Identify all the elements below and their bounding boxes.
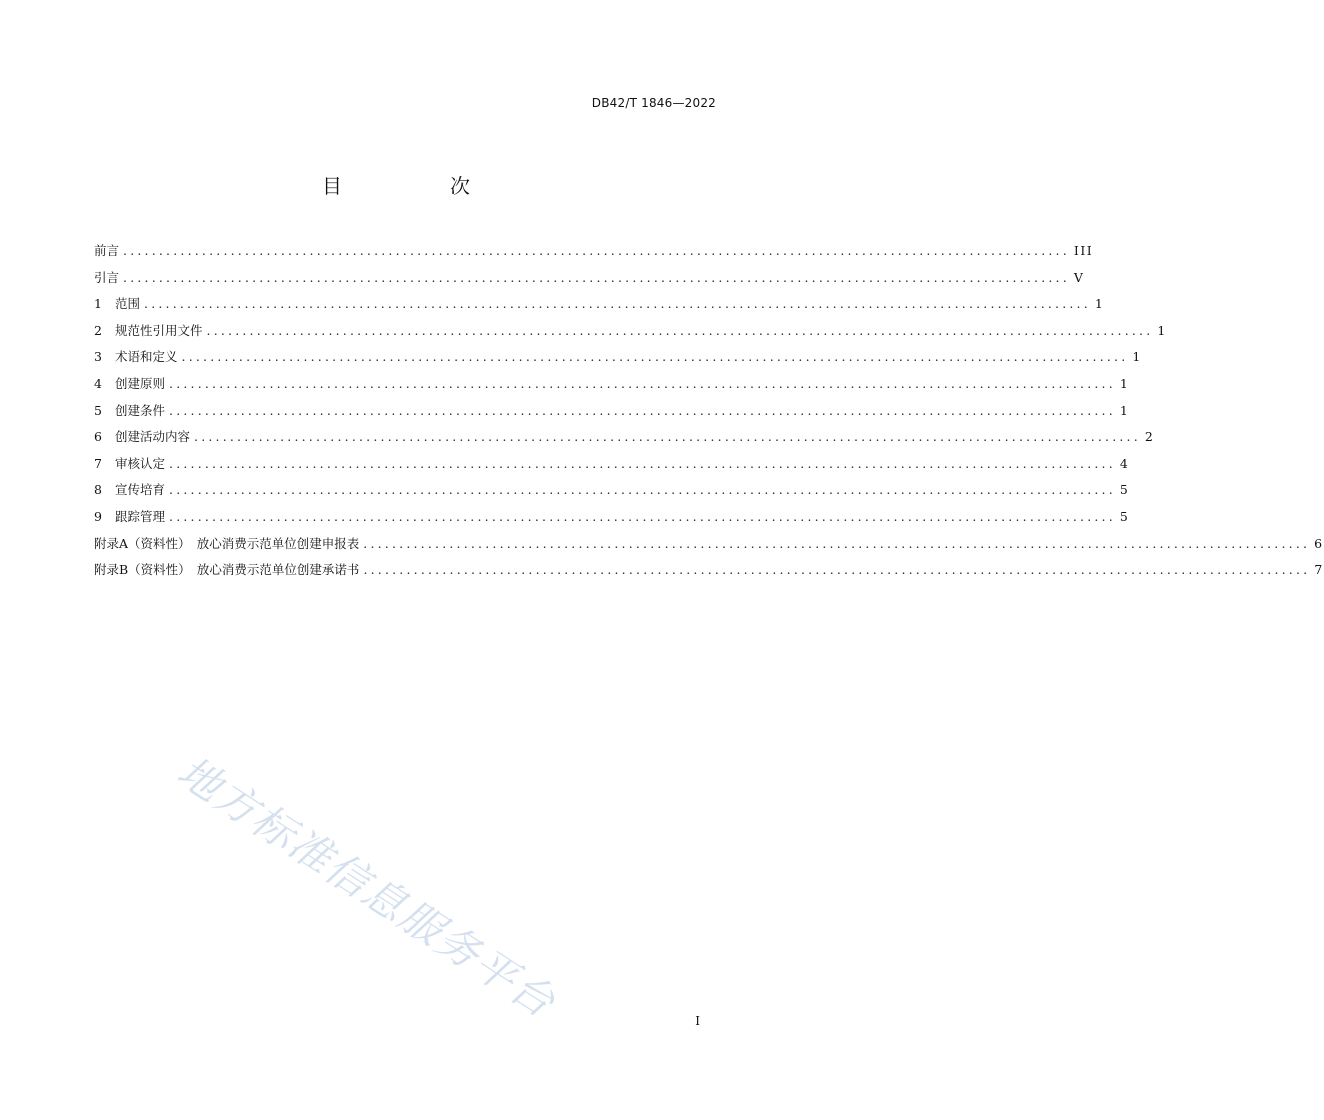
toc-label: 术语和定义 xyxy=(115,349,178,365)
toc-row[interactable] xyxy=(94,424,1155,451)
toc-label: 规范性引用文件 xyxy=(115,322,203,338)
toc-page-number: 1 xyxy=(1119,375,1130,391)
toc-number: 3 xyxy=(94,349,102,365)
toc-row[interactable] xyxy=(94,557,1324,584)
toc-label: 审核认定 xyxy=(115,455,166,471)
dot-leader: .................................................................................................................................... xyxy=(169,508,1116,524)
toc-row[interactable] xyxy=(94,451,1130,478)
toc-number: 4 xyxy=(94,375,102,391)
dot-leader: .................................................................................................................................... xyxy=(123,269,1070,285)
toc-page-number: 6 xyxy=(1314,535,1324,551)
toc-page-number: 1 xyxy=(1157,322,1167,338)
dot-leader: .................................................................................................................................... xyxy=(169,402,1116,418)
toc-number: 6 xyxy=(94,429,102,445)
toc-number: 1 xyxy=(94,296,102,312)
toc-label: 跟踪管理 xyxy=(115,508,166,524)
toc-page-number: 5 xyxy=(1119,482,1130,498)
table-of-contents xyxy=(94,238,1324,584)
document-code: DB42/T 1846—2022 xyxy=(591,96,716,110)
dot-leader: .................................................................................................................................... xyxy=(363,535,1311,551)
toc-row[interactable] xyxy=(94,344,1142,371)
toc-label: 创建活动内容 xyxy=(115,429,191,445)
toc-title: 目 次 xyxy=(322,174,514,198)
toc-page-number: V xyxy=(1073,269,1085,285)
toc-row[interactable] xyxy=(94,477,1130,504)
watermark: 地方标准信息服务平台 xyxy=(168,746,565,1028)
footer-page-number: I xyxy=(695,1014,700,1028)
toc-page-number: III xyxy=(1073,243,1094,258)
dot-leader: .................................................................................................................................... xyxy=(123,243,1070,258)
dot-leader: .................................................................................................................................... xyxy=(144,296,1091,312)
toc-row[interactable] xyxy=(94,291,1105,318)
toc-page-number: 7 xyxy=(1314,562,1324,578)
toc-number: 8 xyxy=(94,482,102,498)
toc-row[interactable] xyxy=(94,398,1130,425)
dot-leader: .................................................................................................................................... xyxy=(206,322,1154,338)
toc-row[interactable] xyxy=(94,504,1130,531)
toc-label: 附录A（资料性） 放心消费示范单位创建申报表 xyxy=(94,535,360,551)
toc-page-number: 1 xyxy=(1094,296,1105,312)
toc-label: 前言 xyxy=(94,243,120,258)
toc-number: 2 xyxy=(94,322,102,338)
toc-number: 7 xyxy=(94,455,102,471)
toc-row[interactable] xyxy=(94,265,1085,292)
toc-number: 9 xyxy=(94,508,102,524)
toc-page-number: 1 xyxy=(1132,349,1142,365)
dot-leader: .................................................................................................................................... xyxy=(169,375,1116,391)
dot-leader: .................................................................................................................................... xyxy=(194,429,1141,445)
dot-leader: .................................................................................................................................... xyxy=(169,455,1116,471)
toc-row[interactable] xyxy=(94,531,1324,558)
toc-page-number: 1 xyxy=(1119,402,1130,418)
toc-number: 5 xyxy=(94,402,102,418)
dot-leader: .................................................................................................................................... xyxy=(169,482,1116,498)
toc-row[interactable] xyxy=(94,318,1167,345)
toc-label: 创建原则 xyxy=(115,375,166,391)
toc-page-number: 4 xyxy=(1119,455,1130,471)
dot-leader: .................................................................................................................................... xyxy=(181,349,1129,365)
toc-row[interactable] xyxy=(94,238,1094,265)
dot-leader: .................................................................................................................................... xyxy=(363,562,1311,578)
toc-row[interactable] xyxy=(94,371,1130,398)
toc-label: 附录B（资料性） 放心消费示范单位创建承诺书 xyxy=(94,562,360,578)
toc-page-number: 5 xyxy=(1119,508,1130,524)
toc-page-number: 2 xyxy=(1144,429,1155,445)
toc-label: 引言 xyxy=(94,269,120,285)
toc-label: 创建条件 xyxy=(115,402,166,418)
toc-label: 宣传培育 xyxy=(115,482,166,498)
toc-label: 范围 xyxy=(115,296,141,312)
